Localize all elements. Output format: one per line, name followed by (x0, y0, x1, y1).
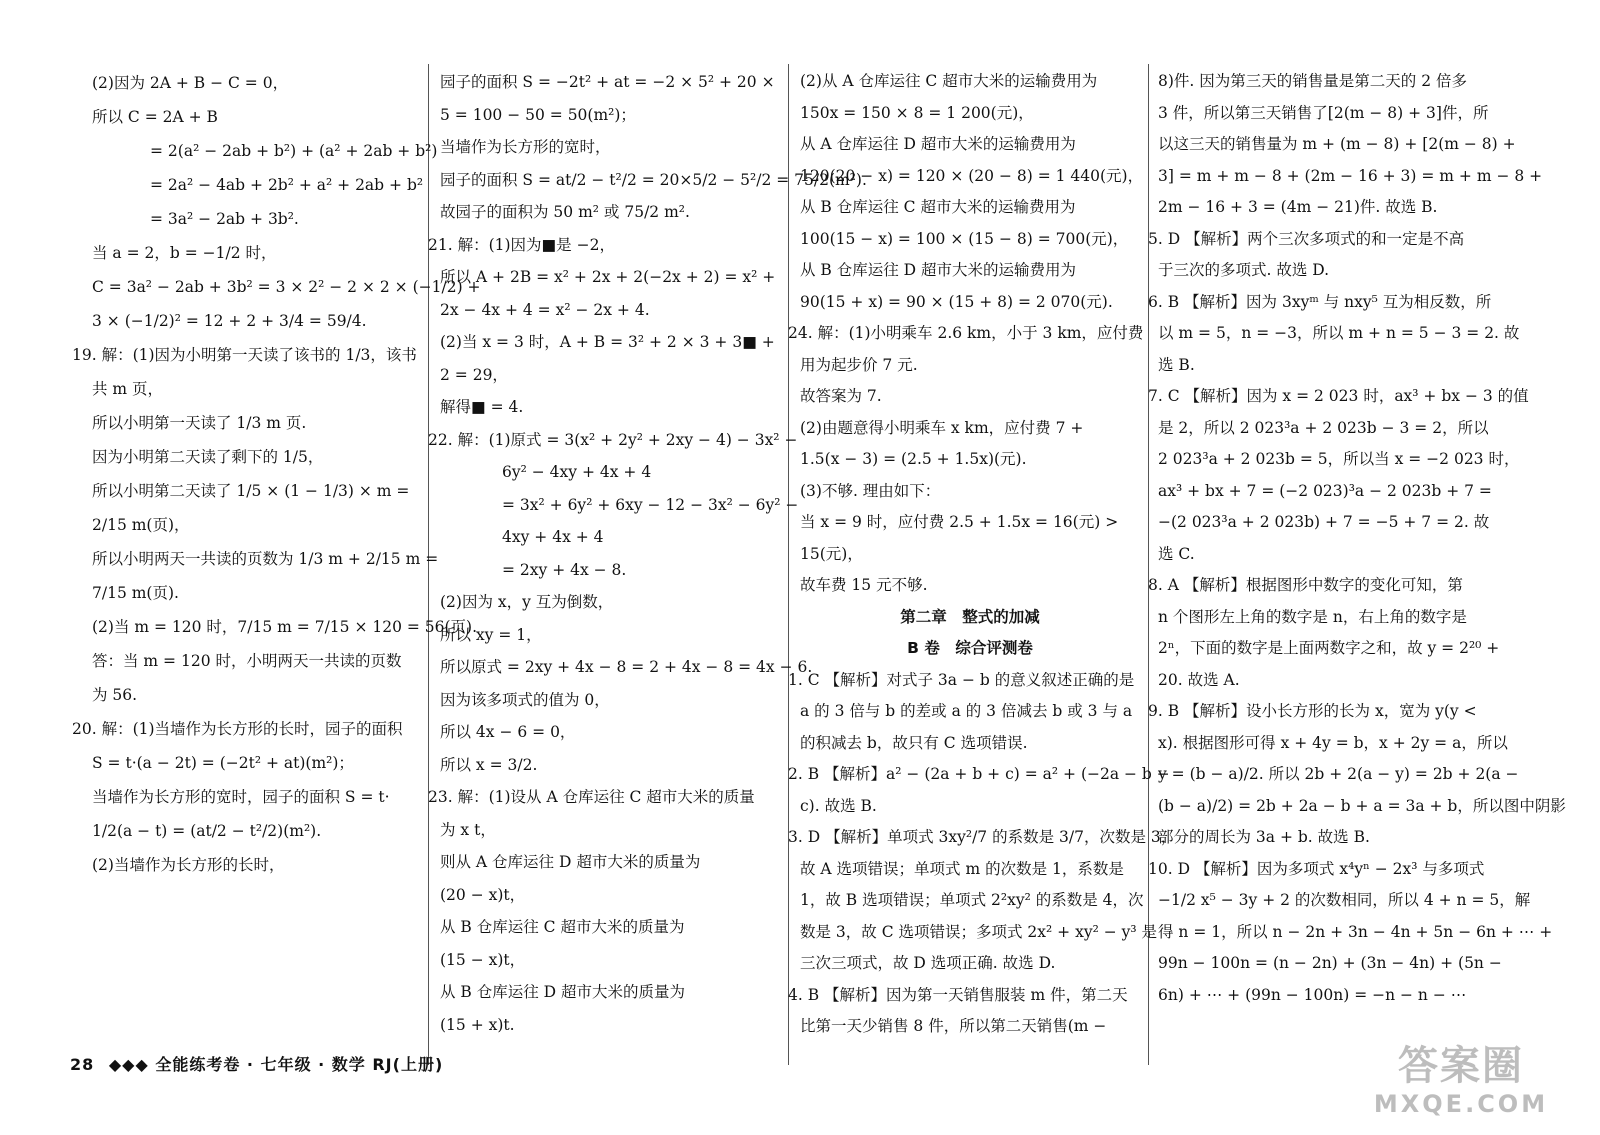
text-line: 选 C. (1158, 544, 1195, 563)
text-line: (2)从 A 仓库运往 C 超市大米的运输费用为 (800, 72, 1098, 90)
text-line: (3)不够. 理由如下： (800, 481, 941, 500)
text-line: 8)件. 因为第三天的销售量是第二天的 2 倍多 (1158, 72, 1467, 90)
text-line: (15 − x)t， (440, 950, 526, 969)
text-line: 当墙作为长方形的宽时，园子的面积 S = t· (92, 788, 390, 806)
text-line: 当 x = 9 时，应付费 2.5 + 1.5x = 16(元) > (800, 513, 1119, 531)
text-line: 当墙作为长方形的宽时， (440, 138, 611, 156)
text-line: 7/15 m(页). (92, 584, 179, 602)
text-line: 5. D 【解析】两个三次多项式的和一定是不高 (1148, 229, 1465, 248)
text-line: n 个图形左上角的数字是 n，右上角的数字是 (1158, 607, 1467, 626)
text-line: 20. 故选 A. (1158, 670, 1240, 689)
text-line: 1，故 B 选项错误；单项式 2²xy² 的系数是 4，次 (800, 891, 1144, 909)
text-line: C = 3a² − 2ab + 3b² = 3 × 2² − 2 × 2 × (−1/2) + (92, 278, 481, 296)
text-line: 得 n = 1，所以 n − 2n + 3n − 4n + 5n − 6n + ⋯ + (1158, 922, 1553, 941)
text-line: 3 件，所以第三天销售了[2(m − 8) + 3]件，所 (1158, 103, 1489, 122)
text-line: 比第一天少销售 8 件，所以第二天销售(m − (800, 1017, 1107, 1035)
text-line: = 3a² − 2ab + 3b². (150, 210, 299, 228)
text-line: 故车费 15 元不够. (800, 576, 928, 594)
text-line: 2m − 16 + 3 = (4m − 21)件. 故选 B. (1158, 198, 1438, 216)
text-line: 2x − 4x + 4 = x² − 2x + 4. (440, 300, 650, 319)
text-line: 则从 A 仓库运往 D 超市大米的质量为 (440, 853, 701, 871)
text-line: 解得■ = 4. (440, 398, 524, 416)
text-line: 所以 A + 2B = x² + 2x + 2(−2x + 2) = x² + (440, 268, 776, 286)
text-line: 150x = 150 × 8 = 1 200(元)， (800, 103, 1034, 122)
text-line: c). 故选 B. (800, 796, 877, 815)
column-divider (788, 64, 789, 1065)
text-line: = 2xy + 4x − 8. (502, 560, 627, 579)
text-line: (b − a)/2) = 2b + 2a − b + a = 3a + b，所以图中阴影 (1158, 796, 1566, 815)
chapter-heading: 第二章 整式的加减 (900, 607, 1040, 626)
text-line: 所以 xy = 1， (440, 625, 542, 644)
text-line: −(2 023³a + 2 023b) + 7 = −5 + 7 = 2. 故 (1158, 513, 1490, 531)
column-divider (1148, 64, 1149, 1065)
text-line: 2 = 29， (440, 365, 508, 384)
text-line: 以这三天的销售量为 m + (m − 8) + [2(m − 8) + (1158, 135, 1516, 153)
text-line: 是 2，所以 2 023³a + 2 023b − 3 = 2，所以 (1158, 418, 1489, 437)
text-line: 2ⁿ，下面的数字是上面两数字之和，故 y = 2²⁰ + (1158, 639, 1500, 657)
text-line: 7. C 【解析】因为 x = 2 023 时，ax³ + bx − 3 的值 (1148, 387, 1529, 405)
text-line: 园子的面积 S = at/2 − t²/2 = 20×5/2 − 5²/2 = 75/2(m²). (440, 170, 867, 189)
section-heading: B 卷 综合评测卷 (907, 639, 1033, 657)
text-line: 90(15 + x) = 90 × (15 + 8) = 2 070(元). (800, 292, 1113, 311)
answer-column-4 (1148, 66, 1566, 1073)
text-line: 所以小明第一天读了 1/3 m 页. (92, 414, 307, 432)
text-line: x). 根据图形可得 x + 4y = b，x + 2y = a，所以 (1158, 733, 1508, 752)
text-line: = 2a² − 4ab + 2b² + a² + 2ab + b² (150, 176, 424, 194)
text-line: 6y² − 4xy + 4x + 4 (502, 463, 652, 481)
text-line: 1/2(a − t) = (at/2 − t²/2)(m²). (92, 822, 322, 840)
book-title: 全能练考卷 · 七年级 · 数学 RJ(上册) (155, 1055, 444, 1074)
text-line: 以 m = 5，n = −3，所以 m + n = 5 − 3 = 2. 故 (1158, 324, 1520, 342)
text-line: 20. 解：(1)当墙作为长方形的长时，园子的面积 (72, 720, 403, 738)
text-line: 从 B 仓库运往 C 超市大米的质量为 (440, 918, 685, 936)
text-line: (15 + x)t. (440, 1015, 515, 1034)
text-line: 120(20 − x) = 120 × (20 − 8) = 1 440(元)， (800, 166, 1144, 185)
text-line: 6n) + ⋯ + (99n − 100n) = −n − n − ⋯ (1158, 985, 1467, 1004)
text-line: 1.5(x − 3) = (2.5 + 1.5x)(元). (800, 450, 1027, 468)
text-line: 所以 x = 3/2. (440, 755, 538, 774)
text-line: 数是 3，故 C 选项错误；多项式 2x² + xy² − y³ 是 (800, 922, 1158, 941)
text-line: 从 B 仓库运往 D 超市大米的质量为 (440, 983, 686, 1001)
text-line: 1. C 【解析】对式子 3a − b 的意义叙述正确的是 (788, 670, 1135, 689)
watermark-url: MXQE.COM (1373, 1090, 1549, 1118)
text-line: = 3x² + 6y² + 6xy − 12 − 3x² − 6y² − (502, 495, 799, 514)
text-line: (20 − x)t， (440, 885, 526, 904)
text-line: 选 B. (1158, 355, 1195, 374)
text-line: 2 023³a + 2 023b = 5，所以当 x = −2 023 时， (1158, 450, 1520, 468)
text-line: 2. B 【解析】a² − (2a + b + c) = a² + (−2a − b − (788, 765, 1170, 783)
text-line: 15(元)， (800, 544, 863, 563)
text-line: (2)因为 x，y 互为倒数， (440, 593, 614, 611)
text-line: 当 a = 2，b = −1/2 时， (92, 244, 277, 262)
text-line: 4. B 【解析】因为第一天销售服装 m 件，第二天 (788, 985, 1128, 1004)
text-line: ax³ + bx + 7 = (−2 023)³a − 2 023b + 7 = (1158, 481, 1492, 500)
text-line: 从 B 仓库运往 D 超市大米的运输费用为 (800, 261, 1077, 279)
text-line: 24. 解：(1)小明乘车 2.6 km，小于 3 km，应付费 (788, 324, 1144, 342)
text-line: 21. 解：(1)因为■是 −2， (428, 235, 615, 254)
text-line: 故园子的面积为 50 m² 或 75/2 m². (440, 203, 690, 221)
text-line: (2)当 x = 3 时，A + B = 3² + 2 × 3 + 3■ + (440, 333, 775, 351)
text-line: 10. D 【解析】因为多项式 x⁴yⁿ − 2x³ 与多项式 (1148, 859, 1485, 878)
text-line: 从 A 仓库运往 D 超市大米的运输费用为 (800, 135, 1076, 153)
text-line: 所以 C = 2A + B (92, 108, 218, 126)
text-line: S = t·(a − 2t) = (−2t² + at)(m²)； (92, 754, 354, 772)
text-line: 所以 4x − 6 = 0， (440, 723, 576, 741)
text-line: (2)当 m = 120 时，7/15 m = 7/15 × 120 = 56(页). (92, 618, 478, 636)
text-line: 6. B 【解析】因为 3xyᵐ 与 nxy⁵ 互为相反数，所 (1148, 292, 1492, 311)
text-line: 8. A 【解析】根据图形中数字的变化可知，第 (1148, 576, 1463, 594)
text-line: 3] = m + m − 8 + (2m − 16 + 3) = m + m − 8 + (1158, 166, 1543, 185)
text-line: 从 B 仓库运往 C 超市大米的运输费用为 (800, 198, 1076, 216)
text-line: 所以小明两天一共读的页数为 1/3 m + 2/15 m = (92, 550, 439, 568)
text-line: 为 x t， (440, 820, 496, 839)
text-line: 因为该多项式的值为 0， (440, 690, 610, 709)
text-line: 3 × (−1/2)² = 12 + 2 + 3/4 = 59/4. (92, 312, 367, 330)
diamond-icon: ◆◆◆ (108, 1055, 149, 1074)
text-line: 4xy + 4x + 4 (502, 528, 604, 546)
text-line: 99n − 100n = (n − 2n) + (3n − 4n) + (5n − (1158, 954, 1502, 972)
page-number: 28 (70, 1055, 95, 1074)
page-footer (70, 1052, 443, 1075)
text-line: 用为起步价 7 元. (800, 355, 918, 374)
text-line: 故答案为 7. (800, 387, 882, 405)
text-line: 19. 解：(1)因为小明第一天读了该书的 1/3，该书 (72, 346, 417, 364)
text-line: 答：当 m = 120 时，小明两天一共读的页数 (92, 652, 402, 670)
text-line: 3. D 【解析】单项式 3xy²/7 的系数是 3/7，次数是 3， (788, 828, 1177, 846)
text-line: 故 A 选项错误；单项式 m 的次数是 1，系数是 (800, 859, 1124, 878)
text-line: 为 56. (92, 686, 138, 704)
watermark (1366, 1043, 1556, 1125)
text-line: y = (b − a)/2. 所以 2b + 2(a − y) = 2b + 2(a − (1158, 765, 1519, 783)
text-line: −1/2 x⁵ − 3y + 2 的次数相同，所以 4 + n = 5，解 (1158, 891, 1531, 909)
text-line: = 2(a² − 2ab + b²) + (a² + 2ab + b²) (150, 142, 438, 160)
text-line: 5 = 100 − 50 = 50(m²)； (440, 105, 636, 124)
text-line: 所以小明第二天读了 1/5 × (1 − 1/3) × m = (92, 482, 410, 500)
text-line: 所以原式 = 2xy + 4x − 8 = 2 + 4x − 8 = 4x − 6. (440, 658, 813, 676)
text-line: 23. 解：(1)设从 A 仓库运往 C 超市大米的质量 (428, 788, 755, 806)
watermark-brand: 答案圈 (1398, 1043, 1524, 1089)
text-line: (2)当墙作为长方形的长时， (92, 856, 285, 874)
text-line: 部分的周长为 3a + b. 故选 B. (1158, 828, 1370, 846)
text-line: 2/15 m(页)， (92, 516, 190, 534)
text-line: 22. 解：(1)原式 = 3(x² + 2y² + 2xy − 4) − 3x² − (428, 430, 798, 449)
text-line: 于三次的多项式. 故选 D. (1158, 261, 1330, 279)
text-line: 100(15 − x) = 100 × (15 − 8) = 700(元)， (800, 229, 1129, 248)
text-line: 共 m 页， (92, 380, 164, 398)
text-line: 因为小明第二天读了剩下的 1/5， (92, 448, 324, 466)
text-line: 的积减去 b，故只有 C 选项错误. (800, 733, 1028, 752)
text-line: a 的 3 倍与 b 的差或 a 的 3 倍减去 b 或 3 与 a (800, 702, 1133, 720)
text-line: 园子的面积 S = −2t² + at = −2 × 5² + 20 × (440, 73, 775, 91)
text-line: (2)因为 2A + B − C = 0， (92, 74, 289, 92)
text-line: 9. B 【解析】设小长方形的长为 x，宽为 y(y < (1148, 702, 1477, 720)
text-line: 三次三项式，故 D 选项正确. 故选 D. (800, 954, 1056, 972)
text-line: (2)由题意得小明乘车 x km，应付费 7 + (800, 418, 1084, 437)
